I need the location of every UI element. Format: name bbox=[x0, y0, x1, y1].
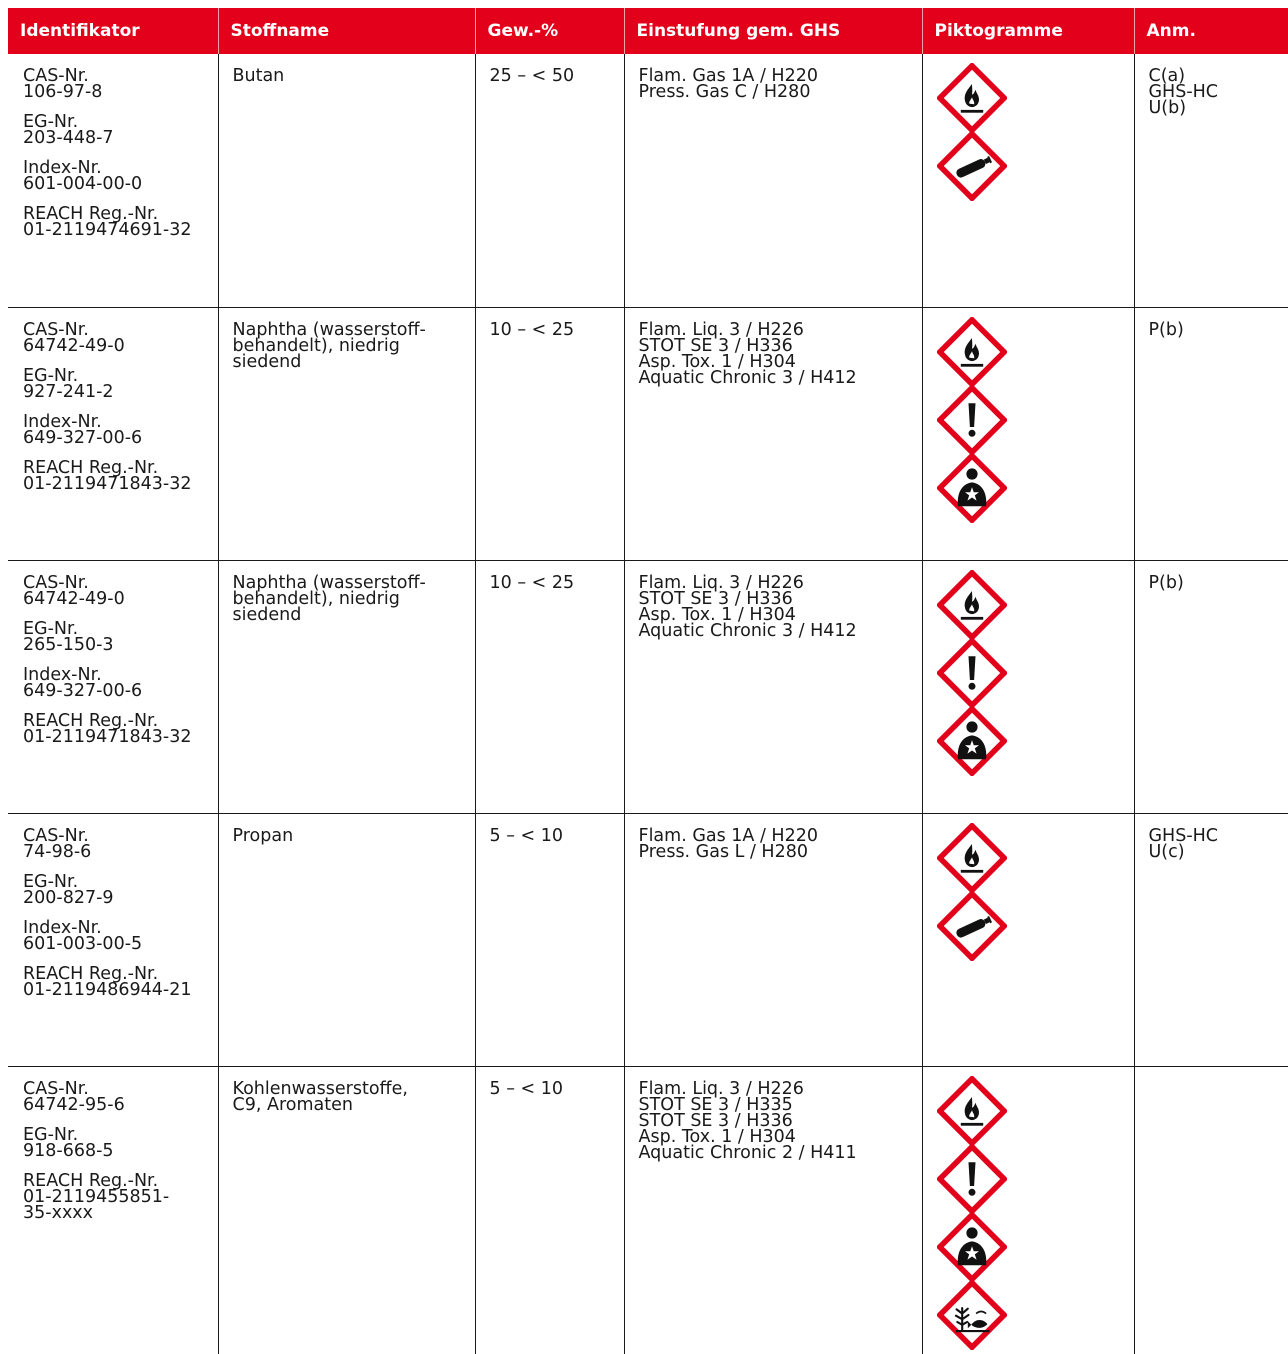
table-row bbox=[8, 307, 1288, 560]
identifier-block bbox=[23, 1078, 204, 1115]
note-line: GHS-HC bbox=[1148, 82, 1219, 102]
substance-name-line: Kohlenwasserstoffe, bbox=[232, 1078, 408, 1099]
pictogram-cell bbox=[922, 813, 1134, 1066]
identifier-block bbox=[23, 871, 204, 908]
classification-line: Press. Gas C / H280 bbox=[638, 82, 811, 102]
environment-icon bbox=[937, 1280, 1007, 1350]
identifier-block bbox=[23, 160, 204, 192]
header-row bbox=[8, 8, 1288, 54]
exclamation-mark-icon bbox=[937, 638, 1007, 708]
table-row bbox=[8, 813, 1288, 1066]
identifier-value: 64742-49-0 bbox=[23, 588, 125, 609]
classification-line: STOT SE 3 / H336 bbox=[638, 335, 793, 356]
identifier-block bbox=[23, 963, 204, 1000]
identifier-cell bbox=[8, 1066, 218, 1354]
note-line: U(c) bbox=[1148, 841, 1185, 862]
classification-line: STOT SE 3 / H336 bbox=[638, 1110, 793, 1131]
substance-name-cell bbox=[218, 307, 475, 560]
identifier-label: CAS-Nr. bbox=[23, 572, 89, 593]
identifier-block bbox=[23, 710, 204, 747]
pictogram-cell bbox=[922, 54, 1134, 307]
weight-value: 10 – < 25 bbox=[489, 572, 575, 593]
identifier-cell bbox=[8, 54, 218, 307]
identifier-value: 64742-49-0 bbox=[23, 335, 125, 356]
pictogram-cell bbox=[922, 1066, 1134, 1354]
classification-line: Aquatic Chronic 3 / H412 bbox=[638, 620, 857, 641]
identifier-value: 601-004-00-0 bbox=[23, 174, 143, 194]
substance-name-line: siedend bbox=[232, 351, 302, 372]
identifier-value: 01-2119471843-32 bbox=[23, 726, 192, 747]
substance-name-cell bbox=[218, 813, 475, 1066]
header-notes: Anm. bbox=[1134, 8, 1288, 54]
notes-cell bbox=[1134, 813, 1288, 1066]
classification-line: Press. Gas L / H280 bbox=[638, 841, 808, 862]
weight-cell bbox=[475, 1066, 624, 1354]
identifier-block bbox=[23, 825, 204, 862]
header-identifier: Identifikator bbox=[8, 8, 218, 54]
identifier-block bbox=[23, 664, 204, 701]
identifier-cell bbox=[8, 813, 218, 1066]
classification-line: Aquatic Chronic 3 / H412 bbox=[638, 367, 857, 388]
classification-line: Flam. Liq. 3 / H226 bbox=[638, 572, 804, 593]
identifier-label: EG-Nr. bbox=[23, 871, 79, 892]
identifier-label: EG-Nr. bbox=[23, 618, 79, 639]
identifier-cell bbox=[8, 560, 218, 813]
identifier-block bbox=[23, 572, 204, 609]
classification-line: Flam. Liq. 3 / H226 bbox=[638, 1078, 804, 1099]
flame-icon bbox=[937, 570, 1007, 640]
notes-cell bbox=[1134, 54, 1288, 307]
identifier-block bbox=[23, 365, 204, 402]
flame-icon bbox=[937, 823, 1007, 893]
table-row bbox=[8, 560, 1288, 813]
weight-cell bbox=[475, 813, 624, 1066]
health-hazard-icon bbox=[937, 1212, 1007, 1282]
identifier-value: 649-327-00-6 bbox=[23, 427, 143, 448]
classification-line: Asp. Tox. 1 / H304 bbox=[638, 1126, 796, 1147]
classification-line: Asp. Tox. 1 / H304 bbox=[638, 604, 796, 625]
classification-cell bbox=[624, 1066, 922, 1354]
flame-icon bbox=[937, 1076, 1007, 1146]
substance-name-line: Naphtha (wasserstoff- bbox=[232, 319, 426, 340]
identifier-label: CAS-Nr. bbox=[23, 66, 89, 86]
notes-cell bbox=[1134, 560, 1288, 813]
pictogram-cell bbox=[922, 560, 1134, 813]
substance-name-line: siedend bbox=[232, 604, 302, 625]
identifier-block bbox=[23, 618, 204, 655]
identifier-value: 74-98-6 bbox=[23, 841, 92, 862]
identifier-label: REACH Reg.-Nr. bbox=[23, 204, 159, 224]
weight-value: 5 – < 10 bbox=[489, 1078, 564, 1099]
identifier-label: Index-Nr. bbox=[23, 917, 102, 938]
note-line: C(a) bbox=[1148, 66, 1186, 86]
gas-cylinder-icon bbox=[937, 891, 1007, 961]
header-substance: Stoffname bbox=[218, 8, 475, 54]
identifier-label: Index-Nr. bbox=[23, 664, 102, 685]
identifier-value: 01-2119486944-21 bbox=[23, 979, 192, 1000]
identifier-value: 106-97-8 bbox=[23, 82, 103, 102]
classification-line: STOT SE 3 / H336 bbox=[638, 588, 793, 609]
substance-name-line: Butan bbox=[232, 66, 285, 86]
identifier-block bbox=[23, 114, 204, 146]
identifier-cell bbox=[8, 307, 218, 560]
note-line: P(b) bbox=[1148, 319, 1184, 340]
flame-icon bbox=[937, 317, 1007, 387]
pictogram-group bbox=[937, 317, 1087, 521]
pictogram-cell bbox=[922, 307, 1134, 560]
substance-name-line: Naphtha (wasserstoff- bbox=[232, 572, 426, 593]
gas-cylinder-icon bbox=[937, 131, 1007, 201]
weight-cell bbox=[475, 307, 624, 560]
identifier-label: REACH Reg.-Nr. bbox=[23, 1170, 159, 1191]
classification-line: Aquatic Chronic 2 / H411 bbox=[638, 1142, 857, 1163]
identifier-label: EG-Nr. bbox=[23, 365, 79, 386]
identifier-label: CAS-Nr. bbox=[23, 319, 89, 340]
flame-icon bbox=[937, 63, 1007, 133]
health-hazard-icon bbox=[937, 706, 1007, 776]
note-line: P(b) bbox=[1148, 572, 1184, 593]
header-classification: Einstufung gem. GHS bbox=[624, 8, 922, 54]
classification-line: STOT SE 3 / H335 bbox=[638, 1094, 793, 1115]
classification-cell bbox=[624, 307, 922, 560]
classification-line: Flam. Liq. 3 / H226 bbox=[638, 319, 804, 340]
pictogram-group bbox=[937, 823, 1087, 959]
identifier-label: REACH Reg.-Nr. bbox=[23, 710, 159, 731]
note-line: U(b) bbox=[1148, 98, 1187, 118]
substance-name-line: C9, Aromaten bbox=[232, 1094, 353, 1115]
notes-cell bbox=[1134, 1066, 1288, 1354]
identifier-label: REACH Reg.-Nr. bbox=[23, 963, 159, 984]
substance-name-line: behandelt), niedrig bbox=[232, 588, 400, 609]
classification-line: Flam. Gas 1A / H220 bbox=[638, 825, 818, 846]
identifier-value: 01-2119455851-35-xxxx bbox=[23, 1186, 170, 1223]
identifier-value: 927-241-2 bbox=[23, 381, 114, 402]
identifier-label: EG-Nr. bbox=[23, 112, 79, 132]
identifier-block bbox=[23, 68, 204, 100]
classification-line: Asp. Tox. 1 / H304 bbox=[638, 351, 796, 372]
substance-name-cell bbox=[218, 54, 475, 307]
classification-line: Flam. Gas 1A / H220 bbox=[638, 66, 818, 86]
table-row bbox=[8, 54, 1288, 307]
identifier-label: Index-Nr. bbox=[23, 158, 102, 178]
substance-name-cell bbox=[218, 560, 475, 813]
health-hazard-icon bbox=[937, 453, 1007, 523]
notes-cell bbox=[1134, 307, 1288, 560]
pictogram-group bbox=[937, 63, 1087, 199]
identifier-block bbox=[23, 319, 204, 356]
classification-cell bbox=[624, 560, 922, 813]
identifier-block bbox=[23, 206, 204, 238]
identifier-label: CAS-Nr. bbox=[23, 825, 89, 846]
note-line: GHS-HC bbox=[1148, 825, 1219, 846]
identifier-label: Index-Nr. bbox=[23, 411, 102, 432]
identifier-value: 265-150-3 bbox=[23, 634, 114, 655]
header-pictograms: Piktogramme bbox=[922, 8, 1134, 54]
weight-value: 25 – < 50 bbox=[489, 66, 575, 86]
table-row bbox=[8, 1066, 1288, 1354]
identifier-value: 64742-95-6 bbox=[23, 1094, 125, 1115]
identifier-value: 01-2119474691-32 bbox=[23, 220, 192, 240]
pictogram-group bbox=[937, 570, 1087, 774]
identifier-label: EG-Nr. bbox=[23, 1124, 79, 1145]
classification-cell bbox=[624, 54, 922, 307]
identifier-value: 01-2119471843-32 bbox=[23, 473, 192, 494]
identifier-label: CAS-Nr. bbox=[23, 1078, 89, 1099]
exclamation-mark-icon bbox=[937, 385, 1007, 455]
identifier-value: 203-448-7 bbox=[23, 128, 114, 148]
classification-cell bbox=[624, 813, 922, 1066]
identifier-block bbox=[23, 411, 204, 448]
substance-name-line: behandelt), niedrig bbox=[232, 335, 400, 356]
weight-cell bbox=[475, 560, 624, 813]
identifier-value: 200-827-9 bbox=[23, 887, 114, 908]
weight-value: 10 – < 25 bbox=[489, 319, 575, 340]
substance-name-cell bbox=[218, 1066, 475, 1354]
header-weight: Gew.-% bbox=[475, 8, 624, 54]
weight-cell bbox=[475, 54, 624, 307]
identifier-value: 601-003-00-5 bbox=[23, 933, 143, 954]
pictogram-group bbox=[937, 1076, 1087, 1348]
identifier-block bbox=[23, 1124, 204, 1161]
identifier-block bbox=[23, 457, 204, 494]
exclamation-mark-icon bbox=[937, 1144, 1007, 1214]
identifier-block bbox=[23, 917, 204, 954]
composition-table bbox=[8, 8, 1288, 1354]
weight-value: 5 – < 10 bbox=[489, 825, 564, 846]
identifier-block bbox=[23, 1170, 204, 1223]
identifier-value: 918-668-5 bbox=[23, 1140, 114, 1161]
identifier-value: 649-327-00-6 bbox=[23, 680, 143, 701]
substance-name-line: Propan bbox=[232, 825, 294, 846]
identifier-label: REACH Reg.-Nr. bbox=[23, 457, 159, 478]
